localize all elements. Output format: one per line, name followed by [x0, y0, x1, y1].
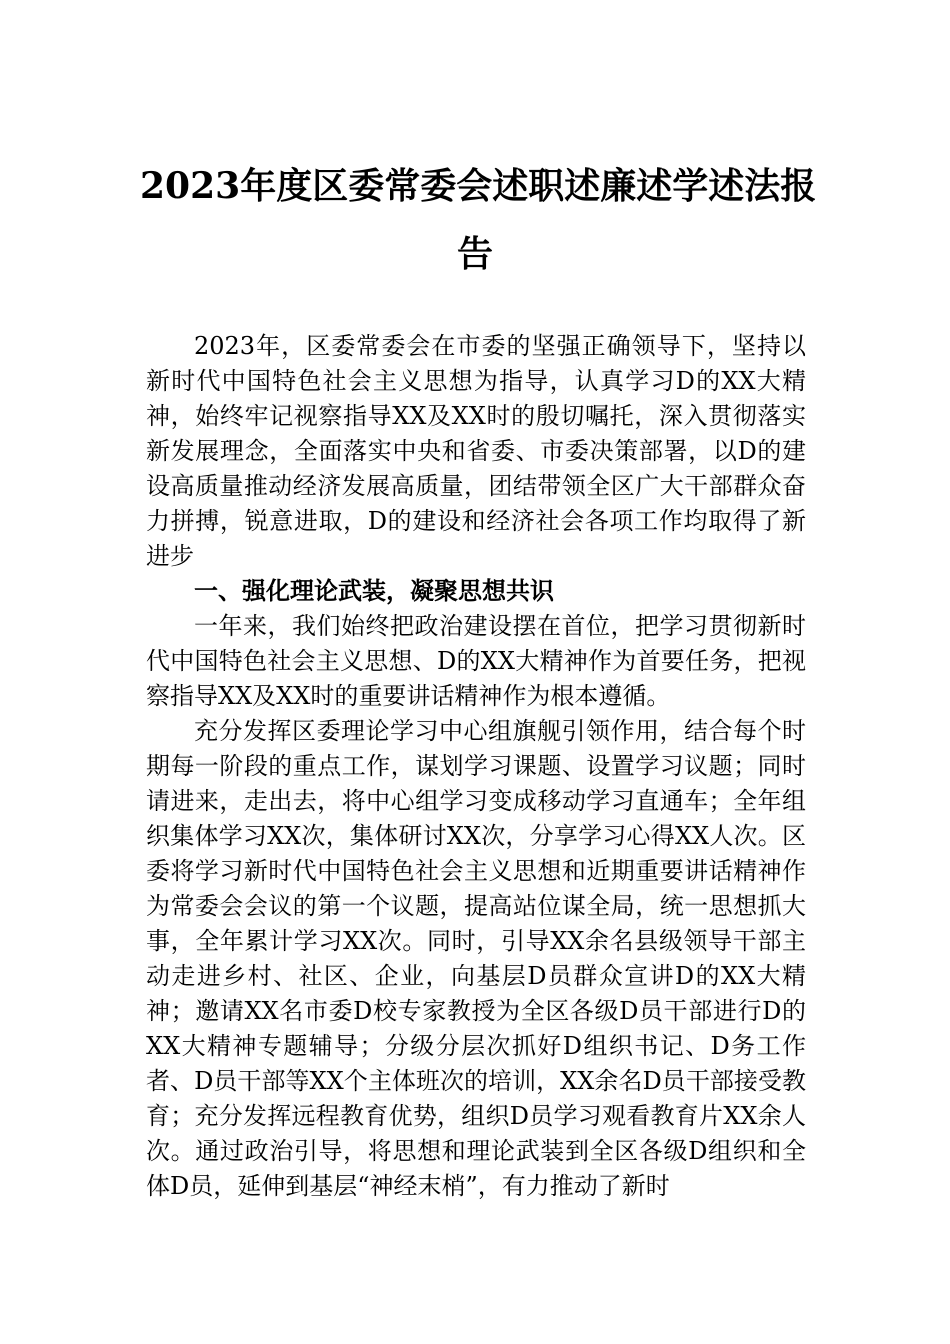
section-heading-1: 一、强化理论武装，凝聚思想共识 — [194, 577, 554, 605]
body-paragraph-1: 一年来，我们始终把政治建设摆在首位，把学习贯彻新时代中国特色社会主义思想、D的XX大精神作为首要任务，把视察指导XX及XX时的重要讲话精神作为根本遵循。 — [146, 612, 806, 710]
document-body — [146, 329, 806, 1204]
body-paragraph-2: 充分发挥区委理论学习中心组旗舰引领作用，结合每个时期每一阶段的重点工作，谋划学习课题、设置学习议题；同时请进来，走出去，将中心组学习变成移动学习直通车；全年组织集体学习XX次，集体研讨XX次，分享学习心得XX人次。区委将学习新时代中国特色社会主义思想和近期重要讲话精神作为常委会会议的第一个议题，提高站位谋全局，统一思想抓大事，全年累计学习XX次。同时，引导XX余名县级领导干部主动走进乡村、社区、企业，向基层D员群众宣讲D的XX大精神；邀请XX名市委D校专家教授为全区各级D员干部进行D的XX大精神专题辅导；分级分层次抓好D组织书记、D务工作者、D员干部等XX个主体班次的培训，XX余名D员干部接受教育；充分发挥远程教育优势，组织D员学习观看教育片XX余人次。通过政治引导，将思想和理论武装到全区各级D组织和全体D员，延伸到基层“神经末梢”，有力推动了新时 — [146, 717, 806, 1200]
document-title-line-1: 2023年度区委常委会述职述廉述学述法报 — [140, 165, 817, 207]
document-title-line-2: 告 — [456, 233, 493, 275]
intro-paragraph: 2023年，区委常委会在市委的坚强正确领导下，坚持以新时代中国特色社会主义思想为指导，认真学习D的XX大精神，始终牢记视察指导XX及XX时的殷切嘱托，深入贯彻落实新发展理念，全面落实中央和省委、市委决策部署，以D的建设高质量推动经济发展高质量，团结带领全区广大干部群众奋力拼搏，锐意进取，D的建设和经济社会各项工作均取得了新进步 — [146, 332, 806, 570]
